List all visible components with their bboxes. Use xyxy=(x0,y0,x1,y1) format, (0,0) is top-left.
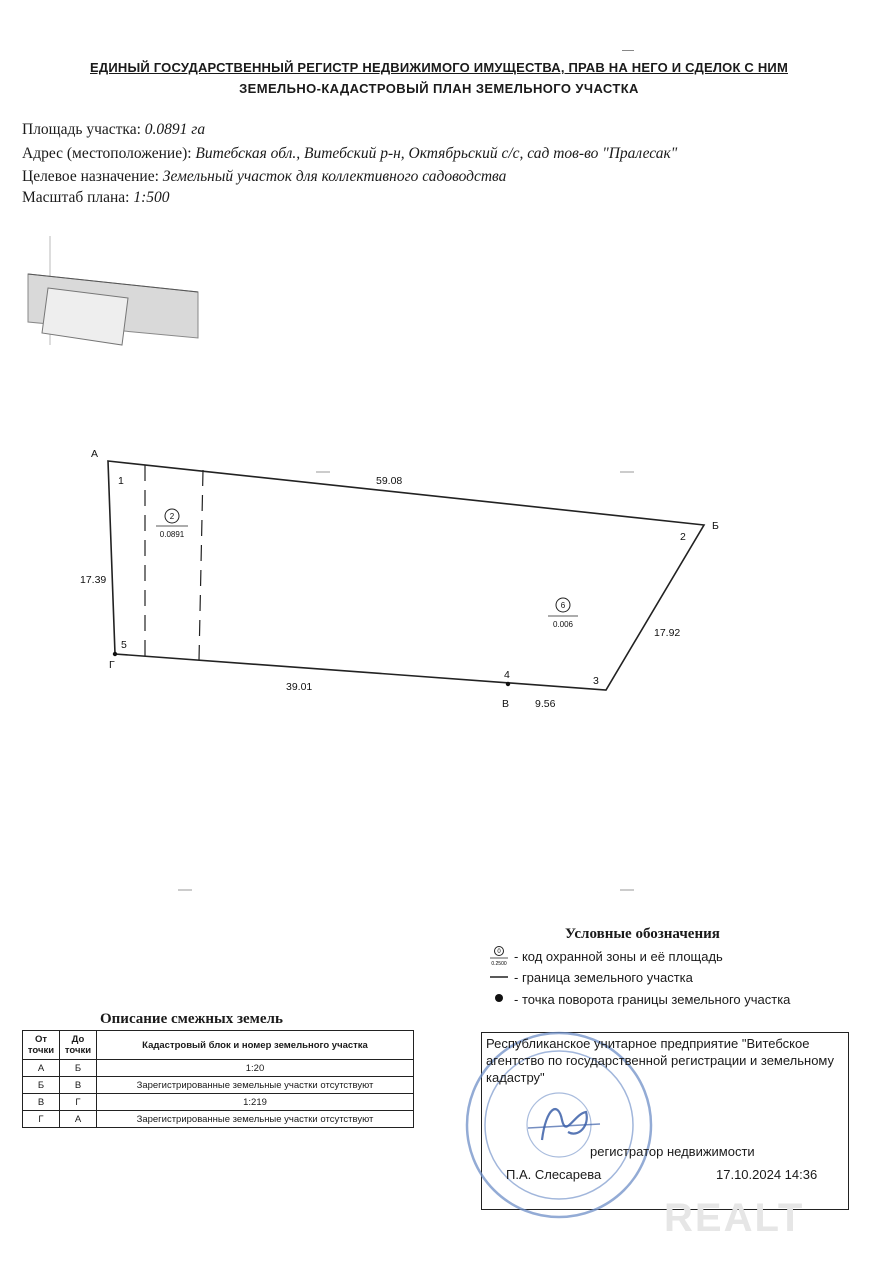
purpose-label: Целевое назначение: xyxy=(22,168,163,185)
row-from: Б xyxy=(23,1077,60,1094)
plan-title: ЗЕМЕЛЬНО-КАДАСТРОВЫЙ ПЛАН ЗЕМЕЛЬНОГО УЧАСТКА xyxy=(239,81,639,96)
scale-label: Масштаб плана: xyxy=(22,189,134,206)
corner-g-label: Г xyxy=(109,659,115,671)
watermark: REALT xyxy=(664,1196,805,1240)
area-label: Площадь участка: xyxy=(22,121,145,138)
col-desc-header: Кадастровый блок и номер земельного участка xyxy=(97,1031,414,1060)
point-1-label: 1 xyxy=(118,475,124,487)
turn-point-4 xyxy=(506,682,510,686)
registrar-title: регистратор недвижимости xyxy=(590,1144,755,1159)
zone-symbol-icon xyxy=(488,945,510,967)
adjacent-header-row xyxy=(23,1031,414,1060)
address-label: Адрес (местоположение): xyxy=(22,145,196,162)
row-desc: Зарегистрированные земельные участки отсутствуют xyxy=(97,1077,414,1094)
zone-1-area: 0.0891 xyxy=(159,530,185,539)
table-row xyxy=(23,1094,414,1111)
side-top-length: 59.08 xyxy=(376,475,403,487)
address-value: Витебская обл., Витебский р-н, Октябрьский с/с, сад тов-во "Пралесак" xyxy=(195,145,678,162)
legend-sym-code: 0 xyxy=(497,949,501,955)
side-bottom-left-length: 39.01 xyxy=(286,681,313,693)
side-bottom-right-length: 9.56 xyxy=(535,698,556,710)
registrar-name: П.А. Слесарева xyxy=(506,1167,602,1182)
point-4-label: 4 xyxy=(504,669,510,681)
col-to-header: До точки xyxy=(60,1031,97,1060)
legend-boundary-text: - граница земельного участка xyxy=(514,970,693,985)
side-left-length: 17.39 xyxy=(80,574,107,586)
legend-sym-area: 0.2500 xyxy=(491,961,507,967)
organization-name: Республиканское унитарное предприятие "Витебское агентство по государственной регистрации и земельному кадастру" xyxy=(486,1036,835,1085)
table-row xyxy=(23,1060,414,1077)
area-value: 0.0891 га xyxy=(144,121,206,138)
adjacent-title: Описание смежных земель xyxy=(100,1011,283,1027)
overview-inset xyxy=(28,236,198,345)
legend-boundary-row xyxy=(488,970,693,985)
zone-line-right xyxy=(199,470,203,660)
zone-1-marker xyxy=(156,509,188,539)
corner-v-label: В xyxy=(502,698,510,710)
row-from: Г xyxy=(23,1111,60,1128)
col-from-header: От точки xyxy=(23,1031,60,1060)
zone-2-area: 0.006 xyxy=(552,620,574,629)
legend-point-text: - точка поворота границы земельного участка xyxy=(514,992,791,1007)
adjacent-table xyxy=(22,1030,414,1128)
row-desc: 1:20 xyxy=(97,1060,414,1077)
purpose-value: Земельный участок для коллективного садоводства xyxy=(162,168,507,185)
row-to: А xyxy=(60,1111,97,1128)
table-row xyxy=(23,1111,414,1128)
corner-a-label: А xyxy=(91,448,99,460)
point-2-label: 2 xyxy=(680,531,686,543)
scale-value: 1:500 xyxy=(133,189,170,206)
side-right-length: 17.92 xyxy=(654,627,681,639)
row-to: В xyxy=(60,1077,97,1094)
legend-point-row xyxy=(488,992,790,1007)
legend-title: Условные обозначения xyxy=(565,926,720,942)
row-desc: 1:219 xyxy=(97,1094,414,1111)
row-from: В xyxy=(23,1094,60,1111)
registration-datetime: 17.10.2024 14:36 xyxy=(716,1167,818,1182)
turn-point-5 xyxy=(113,652,117,656)
zone-2-marker xyxy=(548,598,578,629)
row-from: А xyxy=(23,1060,60,1077)
registry-header: ЕДИНЫЙ ГОСУДАРСТВЕННЫЙ РЕГИСТР НЕДВИЖИМОГО ИМУЩЕСТВА, ПРАВ НА НЕГО И СДЕЛОК С НИМ xyxy=(90,60,788,75)
legend-zone-row xyxy=(488,945,723,967)
table-row xyxy=(23,1077,414,1094)
legend-zone-text: - код охранной зоны и её площадь xyxy=(514,948,723,964)
zone-1-code: 2 xyxy=(169,512,175,521)
row-to: Г xyxy=(60,1094,97,1111)
boundary-line-icon xyxy=(488,970,510,985)
turn-point-icon xyxy=(488,992,510,1007)
parcel-boundary xyxy=(108,461,704,690)
corner-b-label: Б xyxy=(712,520,719,532)
zone-2-code: 6 xyxy=(560,601,566,610)
point-5-label: 5 xyxy=(121,639,127,651)
row-desc: Зарегистрированные земельные участки отсутствуют xyxy=(97,1111,414,1128)
row-to: Б xyxy=(60,1060,97,1077)
point-3-label: 3 xyxy=(593,675,599,687)
